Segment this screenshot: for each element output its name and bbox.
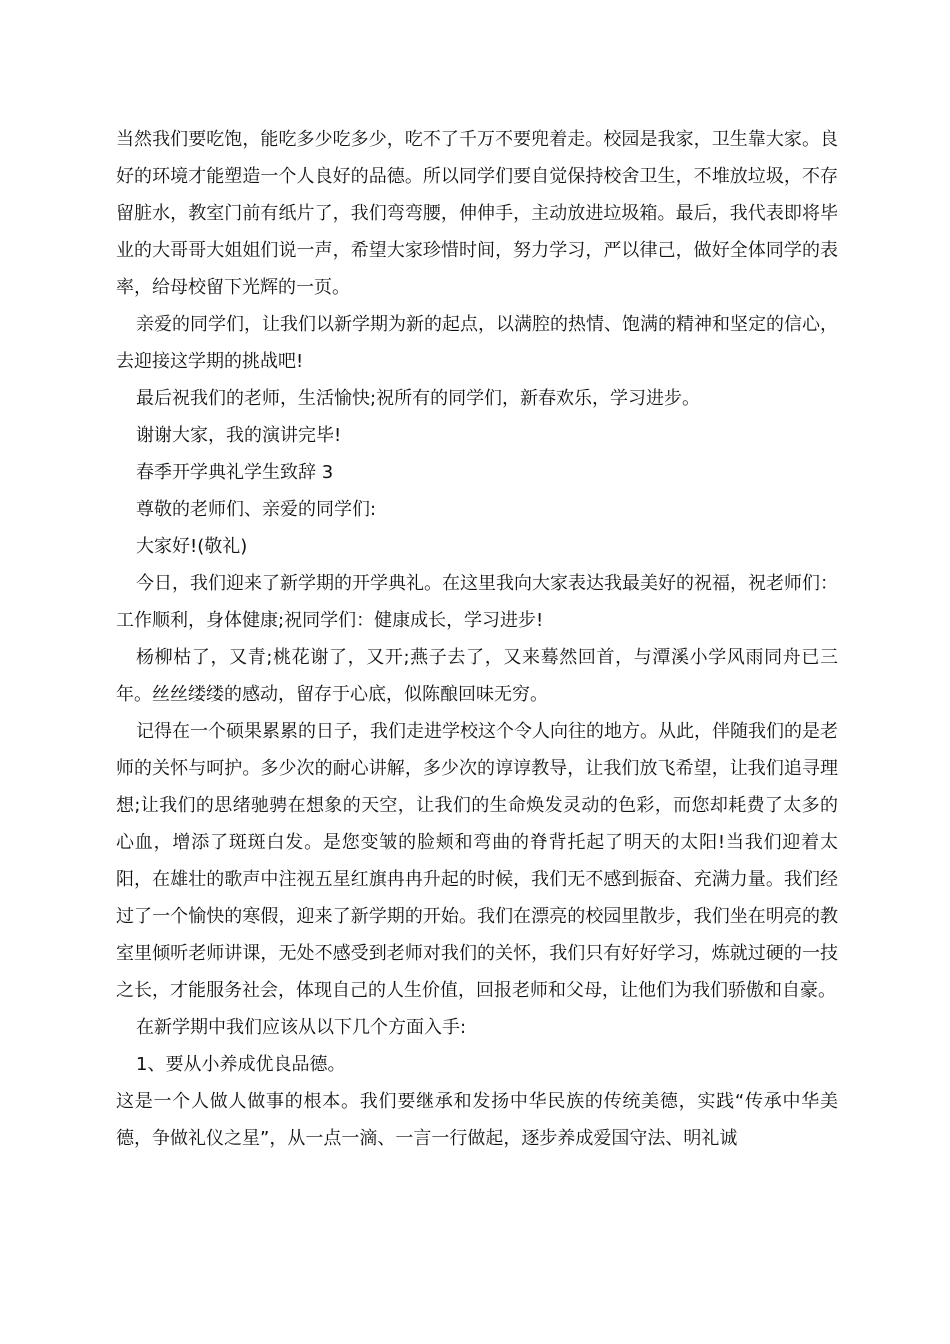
paragraph: 今日，我们迎来了新学期的开学典礼。在这里我向大家表达我最美好的祝福，祝老师们：工作顺利，身体健康;祝同学们：健康成长，学习进步!	[116, 573, 838, 631]
document-body	[116, 121, 838, 1157]
paragraph: 当然我们要吃饱，能吃多少吃多少，吃不了千万不要兜着走。校园是我家，卫生靠大家。良好的环境才能塑造一个人良好的品德。所以同学们要自觉保持校舍卫生，不堆放垃圾，不存留脏水，教室门前有纸片了，我们弯弯腰，伸伸手，主动放进垃圾箱。最后，我代表即将毕业的大哥哥大姐姐们说一声，希望大家珍惜时间，努力学习，严以律己，做好全体同学的表率，给母校留下光辉的一页。	[116, 129, 838, 298]
paragraph: 最后祝我们的老师，生活愉快;祝所有的同学们，新春欢乐，学习进步。	[136, 388, 701, 409]
paragraph: 谢谢大家，我的演讲完毕!	[136, 425, 342, 446]
paragraph: 亲爱的同学们，让我们以新学期为新的起点，以满腔的热情、饱满的精神和坚定的信心，去迎接这学期的挑战吧!	[116, 314, 838, 372]
paragraph: 杨柳枯了，又青;桃花谢了，又开;燕子去了，又来蓦然回首，与潭溪小学风雨同舟已三年。丝丝缕缕的感动，留存于心底，似陈酿回味无穷。	[116, 647, 838, 705]
paragraph: 这是一个人做人做事的根本。我们要继承和发扬中华民族的传统美德，实践“传承中华美德，争做礼仪之星”，从一点一滴、一言一行做起，逐步养成爱国守法、明礼诚	[116, 1091, 838, 1149]
section-heading: 春季开学典礼学生致辞 3	[136, 462, 334, 483]
paragraph: 在新学期中我们应该从以下几个方面入手:	[136, 1017, 467, 1038]
list-item-heading: 1、要从小养成优良品德。	[136, 1054, 346, 1075]
salutation: 尊敬的老师们、亲爱的同学们:	[136, 499, 377, 520]
paragraph: 大家好!(敬礼)	[136, 536, 248, 557]
paragraph: 记得在一个硕果累累的日子，我们走进学校这个令人向往的地方。从此，伴随我们的是老师的关怀与呵护。多少次的耐心讲解，多少次的谆谆教导，让我们放飞希望，让我们追寻理想;让我们的思绪驰骋在想象的天空，让我们的生命焕发灵动的色彩，而您却耗费了太多的心血，增添了斑斑白发。是您变皱的脸颊和弯曲的脊背托起了明天的太阳!当我们迎着太阳，在雄壮的歌声中注视五星红旗冉冉升起的时候，我们无不感到振奋、充满力量。我们经过了一个愉快的寒假，迎来了新学期的开始。我们在漂亮的校园里散步，我们坐在明亮的教室里倾听老师讲课，无处不感受到老师对我们的关怀，我们只有好好学习，炼就过硬的一技之长，才能服务社会，体现自己的人生价值，回报老师和父母，让他们为我们骄傲和自豪。	[116, 721, 838, 1001]
